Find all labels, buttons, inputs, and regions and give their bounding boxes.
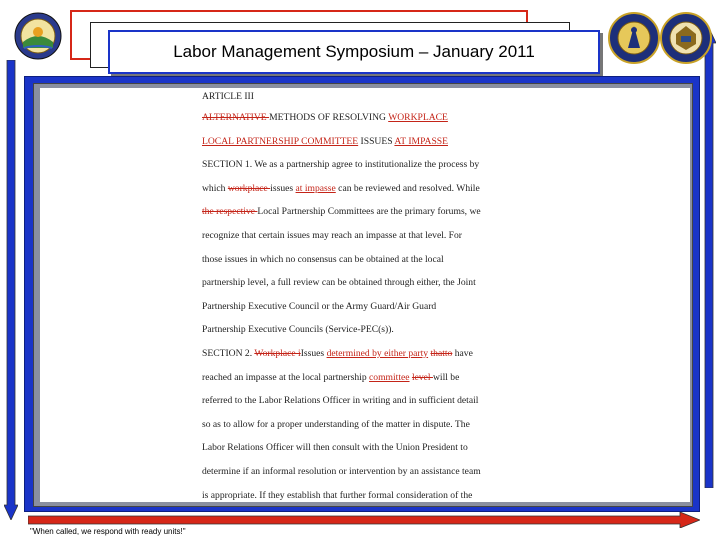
line-text: reached an impasse at the local partnership [202, 371, 370, 383]
document-line [202, 130, 522, 154]
deleted-text: Workplace i [254, 347, 301, 359]
document-page [40, 88, 690, 502]
document-line [202, 484, 522, 503]
page-title: Labor Management Symposium – January 2011 [173, 42, 535, 61]
inserted-text: LOCAL PARTNERSHIP COMMITTEE [202, 135, 359, 147]
line-text: Partnership Executive Council or the Army Guard/Air Guard [202, 300, 437, 312]
inserted-text: committee [369, 371, 410, 383]
ohio-seal-icon [14, 12, 62, 60]
document-line [202, 88, 522, 106]
line-text: issues [270, 182, 296, 194]
document-line [202, 318, 522, 342]
inserted-text: determined by either party [326, 347, 429, 359]
document-line [202, 153, 522, 177]
deleted-text: thatto [430, 347, 453, 359]
line-text: which [202, 182, 228, 194]
document-line [202, 389, 522, 413]
deleted-text: the respective [202, 206, 258, 218]
line-text: determine if an informal resolution or intervention by an assistance team [202, 465, 481, 477]
deleted-text: workplace [227, 182, 271, 194]
line-text: so as to allow for a proper understanding of the matter in dispute. The [202, 418, 470, 430]
document-frame-inner [33, 83, 693, 507]
line-text: have [452, 347, 473, 359]
national-guard-seal-icon [608, 12, 660, 64]
army-seal-icon [660, 12, 712, 64]
line-text: METHODS OF RESOLVING [269, 112, 389, 123]
document-line [202, 436, 522, 460]
line-text: SECTION 1. We as a partnership agree to institutionalize the process by [202, 159, 480, 171]
line-text: Partnership Executive Councils (Service-PEC(s)). [202, 324, 394, 336]
inserted-text: AT IMPASSE [394, 135, 448, 147]
line-text: ARTICLE III [202, 91, 254, 102]
line-text: referred to the Labor Relations Officer in writing and in sufficient detail [202, 395, 479, 407]
line-text: is appropriate. If they establish that further formal consideration of the [202, 489, 473, 501]
document-text [202, 88, 522, 502]
line-text: partnership level, a full review can be obtained through either, the Joint [202, 277, 476, 289]
line-text: those issues in which no consensus can be obtained at the local [202, 253, 444, 265]
document-line [202, 295, 522, 319]
line-text: will be [432, 371, 460, 383]
line-text: ISSUES [358, 135, 395, 147]
line-text: Labor Relations Officer will then consult with the Union President to [202, 442, 468, 454]
left-arrow-decoration [4, 60, 18, 520]
inserted-text: WORKPLACE [388, 112, 448, 123]
document-line [202, 106, 522, 130]
document-line [202, 366, 522, 390]
document-frame [24, 76, 700, 512]
document-line [202, 224, 522, 248]
inserted-text: at impasse [295, 182, 336, 194]
line-text: SECTION 2. [202, 347, 255, 359]
footer-motto: "When called, we respond with ready units!" [30, 527, 186, 536]
line-text: Local Partnership Committees are the primary forums, we [257, 206, 481, 218]
right-arrow-decoration [702, 28, 716, 488]
document-line [202, 460, 522, 484]
line-text: Issues [300, 347, 327, 359]
title-banner [108, 30, 600, 74]
document-line [202, 248, 522, 272]
document-line [202, 271, 522, 295]
document-line [202, 413, 522, 437]
document-line [202, 342, 522, 366]
deleted-text: ALTERNATIVE [202, 112, 270, 123]
line-text: can be reviewed and resolved. While [335, 182, 480, 194]
document-line [202, 177, 522, 201]
line-text: recognize that certain issues may reach an impasse at that level. For [202, 229, 462, 241]
document-line [202, 200, 522, 224]
bottom-arrow-decoration [28, 512, 700, 528]
deleted-text: level [411, 371, 433, 383]
